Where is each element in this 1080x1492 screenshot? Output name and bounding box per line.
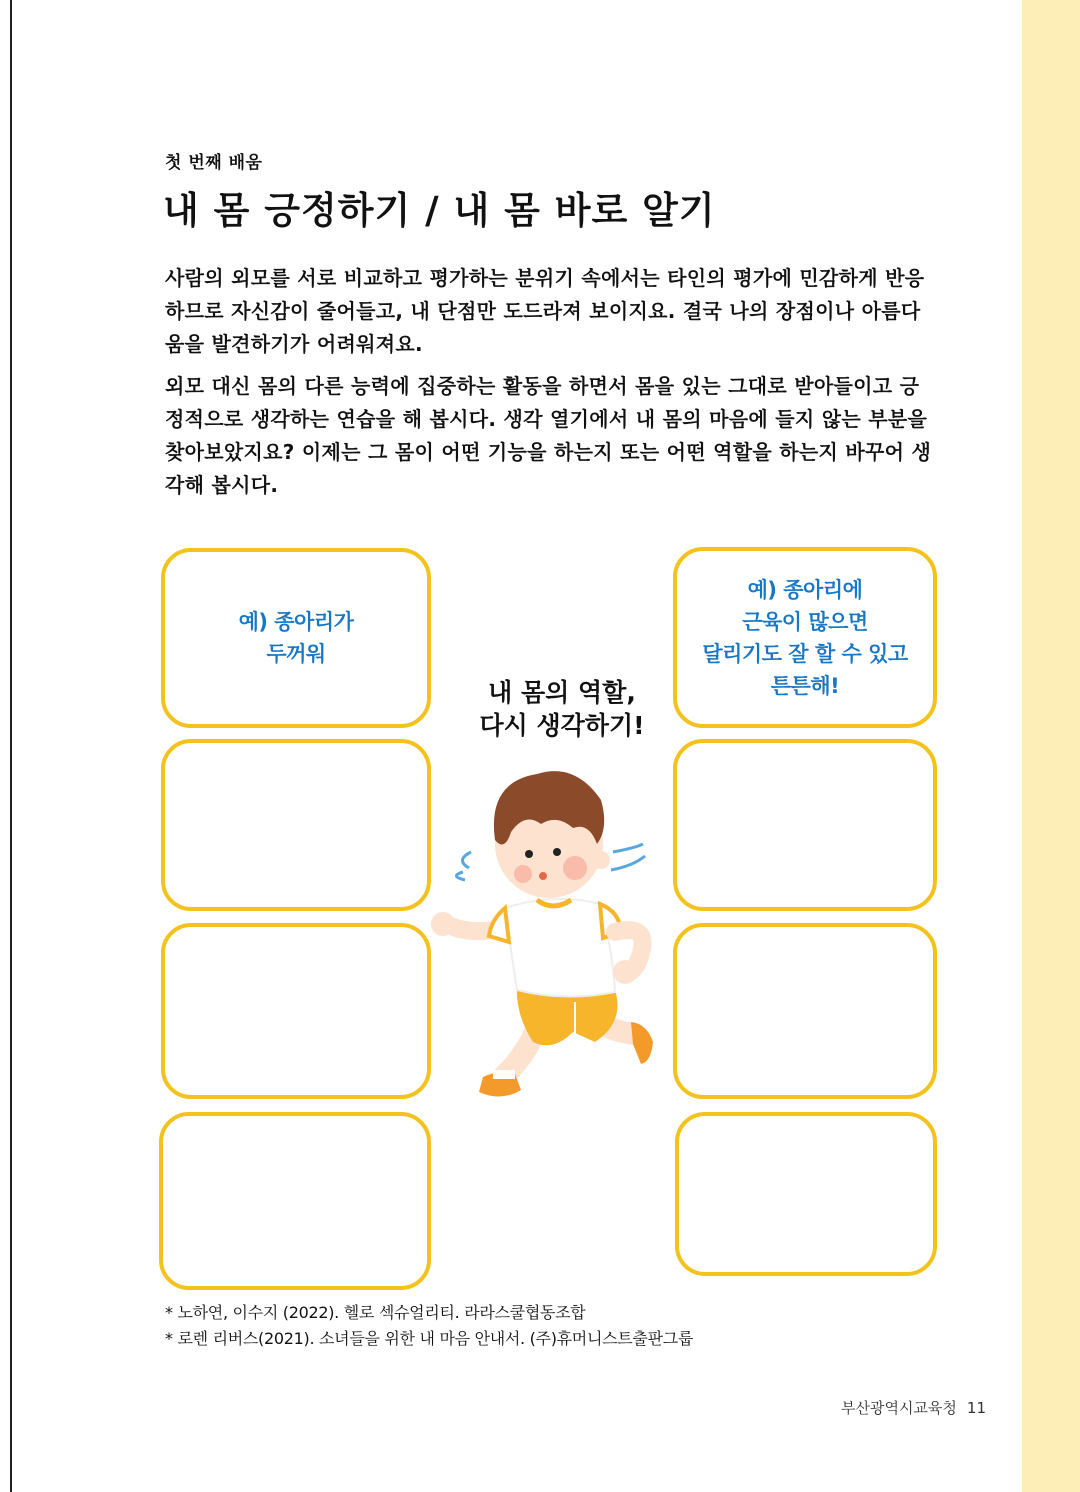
right-example-line-2: 근육이 많으면 [742,609,868,634]
right-example-box [673,547,937,728]
right-example-line-3: 달리기도 잘 할 수 있고 [702,641,908,666]
center-caption [445,676,679,742]
right-example-line-1: 예) 종아리에 [747,577,863,602]
left-example-box [161,548,431,728]
publisher-name: 부산광역시교육청 [840,1399,957,1417]
section-label: 첫 번째 배움 [165,153,263,173]
page-title: 내 몸 긍정하기 / 내 몸 바로 알기 [163,189,716,232]
page-footer [841,1397,986,1418]
right-answer-box-3[interactable] [675,1112,937,1276]
center-caption-line-1: 내 몸의 역할, [488,678,636,707]
footnote-1: * 노하연, 이수지 (2022). 헬로 섹슈얼리티. 라라스쿨협동조합 [165,1303,586,1322]
page-number: 11 [966,1399,986,1417]
right-example-text [702,574,907,702]
footnote-2: * 로렌 리버스(2021). 소녀들을 위한 내 마음 안내서. (주)휴머니스트출판그룹 [165,1329,694,1348]
intro-paragraph-1: 사람의 외모를 서로 비교하고 평가하는 분위기 속에서는 타인의 평가에 민감하게 반응하므로 자신감이 줄어들고, 내 단점만 도드라져 보이지요. 결국 나의 장점이나 아름다움을 발견하기가 어려워져요. [165,266,925,356]
left-answer-box-3[interactable] [159,1112,431,1290]
left-margin-rule [10,0,12,1492]
right-answer-box-1[interactable] [673,739,937,911]
left-answer-box-1[interactable] [161,739,431,911]
center-caption-line-2: 다시 생각하기! [479,711,645,740]
side-color-strip [1022,0,1080,1492]
left-answer-box-2[interactable] [161,923,431,1099]
left-example-text [239,606,354,670]
right-answer-box-2[interactable] [673,923,937,1099]
intro-paragraph-2: 외모 대신 몸의 다른 능력에 집중하는 활동을 하면서 몸을 있는 그대로 받아들이고 긍정적으로 생각하는 연습을 해 봅시다. 생각 열기에서 내 몸의 마음에 들지 않는 부분을 찾아보았지요? 이제는 그 몸이 어떤 기능을 하는지 또는 어떤 역할을 하는지 바꾸어 생각해 봅시다. [165,374,932,497]
running-boy-illustration [425,752,665,1112]
left-example-line-1: 예) 종아리가 [238,610,354,634]
left-example-line-2: 두꺼워 [266,642,326,666]
right-example-line-4: 튼튼해! [770,673,840,698]
